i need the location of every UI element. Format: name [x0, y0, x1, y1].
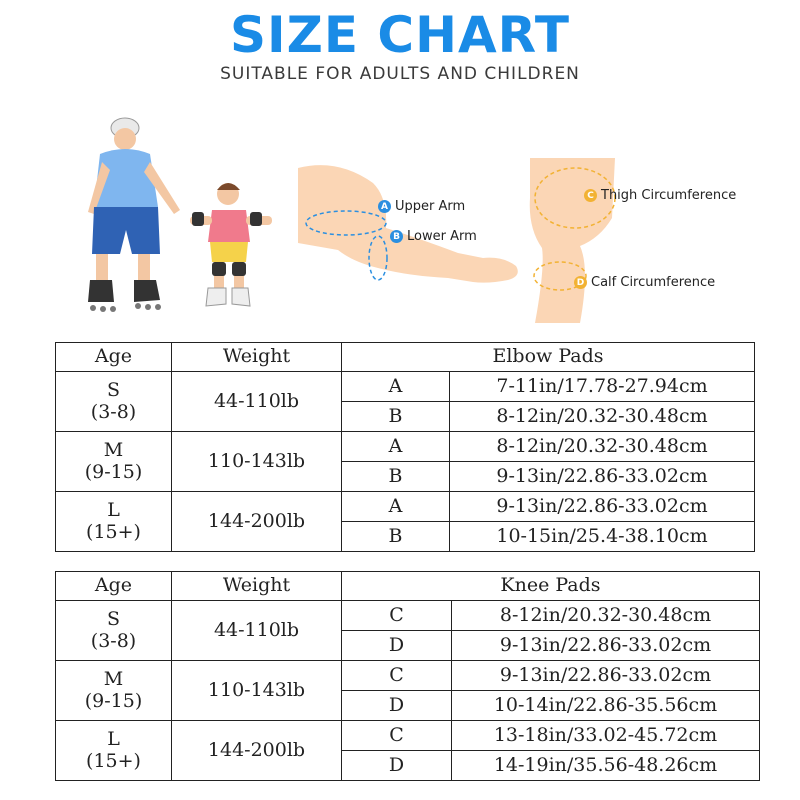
- table-header-row: [56, 572, 760, 601]
- weight-header: Weight: [172, 343, 342, 372]
- size-cell: [56, 372, 172, 432]
- lower-arm-label: [390, 229, 477, 244]
- table-row: [56, 601, 760, 631]
- age-range: (3-8): [90, 400, 137, 423]
- badge-a-icon: A: [378, 200, 391, 213]
- size-letter: M: [103, 667, 124, 690]
- table-row: [56, 372, 755, 402]
- size-cell: [56, 721, 172, 781]
- size-letter: S: [106, 607, 121, 630]
- measure-code: B: [342, 522, 450, 552]
- badge-c-icon: C: [584, 189, 597, 202]
- measure-value: 9-13in/22.86-33.02cm: [450, 462, 755, 492]
- measure-value: 8-12in/20.32-30.48cm: [452, 601, 760, 631]
- weight-cell: 44-110lb: [172, 601, 342, 661]
- measure-code: A: [342, 372, 450, 402]
- table-row: [56, 721, 760, 751]
- page-subtitle: SUITABLE FOR ADULTS AND CHILDREN: [220, 64, 580, 84]
- measure-value: 10-14in/22.86-35.56cm: [452, 691, 760, 721]
- measure-value: 8-12in/20.32-30.48cm: [450, 402, 755, 432]
- lower-arm-text: Lower Arm: [407, 229, 477, 244]
- section-header: Elbow Pads: [342, 343, 755, 372]
- elbow-pads-table: [55, 342, 755, 552]
- size-cell: [56, 661, 172, 721]
- weight-cell: 44-110lb: [172, 372, 342, 432]
- upper-arm-label: [378, 199, 465, 214]
- measure-code: C: [342, 661, 452, 691]
- measure-code: A: [342, 432, 450, 462]
- measure-value: 8-12in/20.32-30.48cm: [450, 432, 755, 462]
- knee-icon: [520, 158, 630, 323]
- table-row: [56, 432, 755, 462]
- calf-label: [574, 275, 715, 290]
- measure-value: 14-19in/35.56-48.26cm: [452, 751, 760, 781]
- upper-arm-text: Upper Arm: [395, 199, 466, 214]
- measure-value: 9-13in/22.86-33.02cm: [452, 631, 760, 661]
- thigh-label: [584, 188, 736, 203]
- weight-cell: 110-143lb: [172, 661, 342, 721]
- weight-cell: 110-143lb: [172, 432, 342, 492]
- age-range: (3-8): [90, 629, 137, 652]
- measure-value: 9-13in/22.86-33.02cm: [452, 661, 760, 691]
- knee-pads-table: [55, 571, 760, 781]
- measure-code: A: [342, 492, 450, 522]
- weight-cell: 144-200lb: [172, 721, 342, 781]
- age-range: (9-15): [84, 689, 143, 712]
- size-cell: [56, 601, 172, 661]
- measure-code: B: [342, 462, 450, 492]
- measure-code: D: [342, 751, 452, 781]
- measure-value: 9-13in/22.86-33.02cm: [450, 492, 755, 522]
- weight-cell: 144-200lb: [172, 492, 342, 552]
- age-range: (9-15): [84, 460, 143, 483]
- measure-code: B: [342, 402, 450, 432]
- page-title: SIZE CHART: [229, 6, 571, 64]
- measure-value: 13-18in/33.02-45.72cm: [452, 721, 760, 751]
- size-letter: M: [103, 438, 124, 461]
- thigh-text: Thigh Circumference: [601, 188, 737, 203]
- age-range: (15+): [86, 749, 141, 772]
- size-cell: [56, 492, 172, 552]
- skaters-icon: [80, 112, 290, 327]
- section-header: Knee Pads: [342, 572, 760, 601]
- badge-b-icon: B: [390, 230, 403, 243]
- measure-value: 10-15in/25.4-38.10cm: [450, 522, 755, 552]
- measure-code: C: [342, 721, 452, 751]
- table-header-row: [56, 343, 755, 372]
- measure-value: 7-11in/17.78-27.94cm: [450, 372, 755, 402]
- badge-d-icon: D: [574, 276, 587, 289]
- size-cell: [56, 432, 172, 492]
- age-header: Age: [56, 572, 172, 601]
- age-range: (15+): [86, 520, 141, 543]
- table-row: [56, 661, 760, 691]
- size-letter: L: [107, 727, 120, 750]
- calf-text: Calf Circumference: [591, 275, 716, 290]
- weight-header: Weight: [172, 572, 342, 601]
- table-row: [56, 492, 755, 522]
- measure-code: C: [342, 601, 452, 631]
- age-header: Age: [56, 343, 172, 372]
- size-letter: S: [106, 378, 121, 401]
- measure-code: D: [342, 691, 452, 721]
- measure-code: D: [342, 631, 452, 661]
- size-letter: L: [107, 498, 120, 521]
